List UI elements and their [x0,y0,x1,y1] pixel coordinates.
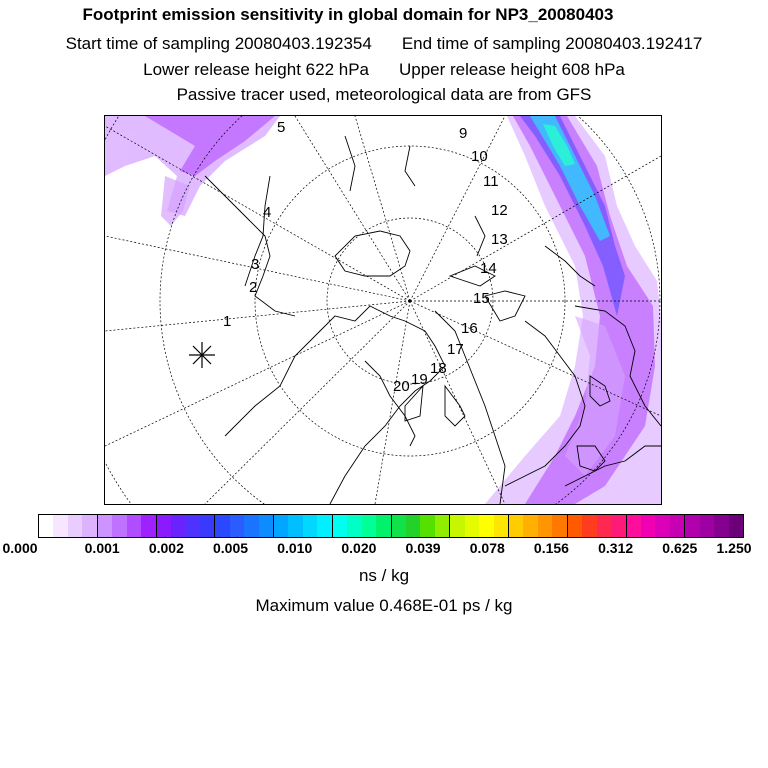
color-scale-cell [171,515,185,537]
trajectory-label: 15 [473,290,490,307]
color-scale-tick-label: 0.039 [405,540,441,556]
color-scale-cell [465,515,479,537]
maximum-value-label: Maximum value 0.468E-01 ps / kg [255,596,513,615]
color-scale-cell [479,515,493,537]
trajectory-label: 19 [411,371,428,388]
color-scale-cell [39,515,53,537]
color-scale-cell [288,515,302,537]
color-scale-cell [582,515,596,537]
color-scale-cell [127,515,141,537]
color-scale-cell [568,515,582,537]
color-scale-cell [655,515,669,537]
color-scale-cell [685,515,699,537]
color-scale-cell [259,515,274,537]
color-scale-cell [82,515,97,537]
color-scale-cell [317,515,332,537]
color-scale-cell [597,515,611,537]
color-scale-cell [303,515,317,537]
color-scale-cell [200,515,215,537]
color-scale-cell [157,515,171,537]
color-scale-cell [141,515,156,537]
sensitivity-plume-east [485,116,661,504]
color-scale-tick-label: 1.250 [716,540,752,556]
trajectory-label: 10 [471,148,488,165]
color-scale-cell [392,515,406,537]
sampling-times [0,34,768,54]
color-scale-cell [714,515,728,537]
color-scale-tick-label: 0.078 [469,540,505,556]
trajectory-label: 18 [430,360,447,377]
trajectory-label: 5 [277,119,286,136]
color-scale-cell [274,515,288,537]
color-scale-tick-label: 0.001 [84,540,120,556]
color-scale-tick-label: 0.625 [662,540,698,556]
trajectory-label: 16 [461,320,478,337]
color-scale-cell [552,515,567,537]
color-scale-cell [98,515,112,537]
color-scale-cell [509,515,523,537]
start-time-label: Start time of sampling 20080403.192354 [65,34,372,53]
color-scale-bar [38,514,744,538]
trajectory-label: 14 [480,260,497,277]
color-scale-cell [523,515,537,537]
trajectory-label: 9 [459,125,468,142]
color-scale-units: ns / kg [358,566,410,585]
tracer-note: Passive tracer used, meteorological data are from GFS [176,85,592,104]
color-scale-cell [185,515,199,537]
color-scale-tick-label: 0.010 [277,540,313,556]
lower-release-height-label: Lower release height 622 hPa [143,60,369,79]
color-scale-tick-label: 0.000 [2,540,38,556]
color-scale-cell [230,515,244,537]
trajectory-label: 1 [223,313,232,330]
color-scale-cell [244,515,258,537]
release-heights [0,60,768,80]
color-scale-cell [68,515,82,537]
color-scale-cell [450,515,464,537]
trajectory-label: 17 [447,341,464,358]
trajectory-label: 2 [249,279,258,296]
trajectory-label: 12 [491,202,508,219]
upper-release-height-label: Upper release height 608 hPa [399,60,625,79]
color-scale-cell [729,515,743,537]
color-scale-cell [611,515,626,537]
color-scale-cell [376,515,391,537]
color-scale-cell [700,515,714,537]
color-scale-cell [641,515,655,537]
sensitivity-plume-west [105,116,280,226]
asterisk-icon [189,342,215,368]
color-scale-cell [670,515,685,537]
color-scale-cell [627,515,641,537]
plot-title: Footprint emission sensitivity in global domain for NP3_20080403 [82,5,614,24]
polar-footprint-map [104,115,662,505]
trajectory-label: 3 [251,256,260,273]
map-canvas [105,116,661,504]
color-scale-cell [53,515,67,537]
color-scale-tick-label: 0.005 [213,540,249,556]
color-scale-cell [362,515,376,537]
color-scale-tick-label: 0.312 [598,540,634,556]
end-time-label: End time of sampling 20080403.192417 [401,34,703,53]
trajectory-label: 11 [483,173,499,190]
color-scale-cell [420,515,434,537]
trajectory-label: 20 [393,378,410,395]
color-scale-cell [215,515,229,537]
color-scale-tick-labels [0,538,768,562]
color-scale-cell [494,515,509,537]
color-scale-cell [406,515,420,537]
trajectory-labels [223,119,508,395]
color-scale-cell [347,515,361,537]
color-scale-cell [112,515,126,537]
color-scale-cell [538,515,552,537]
color-scale-cell [333,515,347,537]
trajectory-label: 4 [263,204,272,221]
trajectory-label: 13 [491,231,508,248]
color-scale-tick-label: 0.156 [533,540,569,556]
color-scale-tick-label: 0.002 [148,540,184,556]
color-scale-tick-label: 0.020 [341,540,377,556]
color-scale-cell [435,515,450,537]
